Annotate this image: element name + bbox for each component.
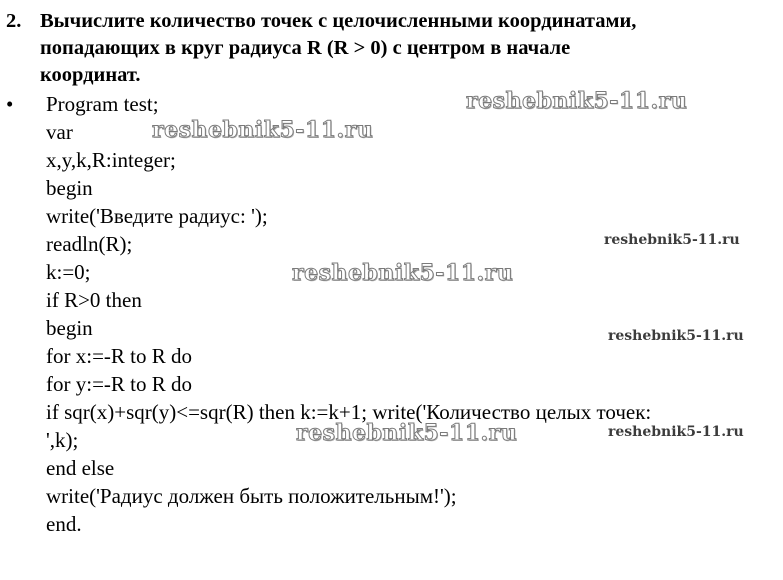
watermark: reshebnik5-11.ru bbox=[292, 260, 514, 286]
watermark: reshebnik5-11.ru bbox=[608, 424, 744, 440]
watermark: reshebnik5-11.ru bbox=[608, 328, 744, 344]
code-line-5: write('Введите радиус: '); bbox=[46, 204, 268, 228]
code-line-3: x,y,k,R:integer; bbox=[46, 148, 176, 172]
code-line-15: write('Радиус должен быть положительным!'); bbox=[46, 484, 457, 508]
task-line-1: Вычислите количество точек с целочисленными координатами, bbox=[40, 10, 637, 32]
code-line-4: begin bbox=[46, 176, 93, 200]
bullet-icon: • bbox=[6, 92, 14, 116]
watermark: reshebnik5-11.ru bbox=[152, 117, 374, 143]
task-number: 2. bbox=[6, 10, 22, 32]
task-line-2: попадающих в круг радиуса R (R > 0) с центром в начале bbox=[40, 37, 571, 59]
code-line-14: end else bbox=[46, 456, 115, 480]
code-line-8: if R>0 then bbox=[46, 288, 142, 312]
code-line-16: end. bbox=[46, 512, 82, 536]
code-line-1: Program test; bbox=[46, 92, 159, 116]
watermark: reshebnik5-11.ru bbox=[604, 232, 740, 248]
code-line-10: for x:=-R to R do bbox=[46, 344, 193, 368]
code-line-13: ',k); bbox=[46, 428, 79, 452]
watermark: reshebnik5-11.ru bbox=[296, 420, 518, 446]
code-line-9: begin bbox=[46, 316, 93, 340]
code-line-12: if sqr(x)+sqr(y)<=sqr(R) then k:=k+1; write('Количество целых точек: bbox=[46, 400, 652, 424]
code-line-6: readln(R); bbox=[46, 232, 133, 256]
task-line-3: координат. bbox=[40, 64, 141, 86]
code-line-7: k:=0; bbox=[46, 260, 91, 284]
code-line-11: for y:=-R to R do bbox=[46, 372, 193, 396]
watermark: reshebnik5-11.ru bbox=[466, 88, 688, 114]
code-line-2: var bbox=[46, 120, 73, 144]
